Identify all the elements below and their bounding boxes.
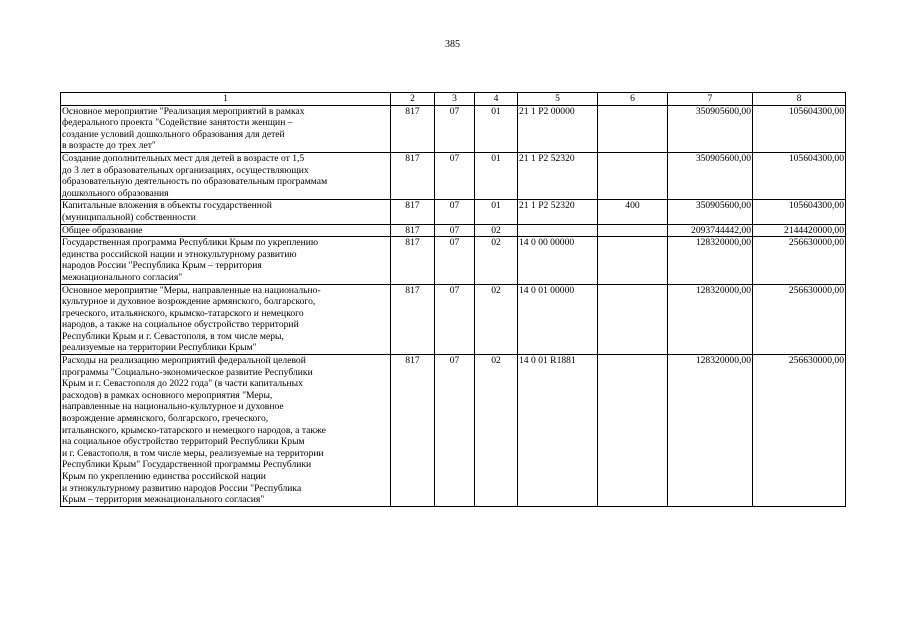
row-description bbox=[61, 284, 391, 355]
column-header: 4 bbox=[475, 93, 518, 106]
cell-target-article: 21 1 P2 00000 bbox=[518, 105, 598, 152]
table-row bbox=[61, 284, 846, 355]
description-line: народов России "Республика Крым – территория bbox=[62, 260, 262, 272]
description-line: единства российской нации и этнокультурному развитию bbox=[62, 248, 297, 260]
description-line: расходов) в рамках основного мероприятия "Меры, bbox=[62, 389, 273, 401]
description-line: Создание дополнительных мест для детей в возрасте от 1,5 bbox=[62, 152, 305, 164]
description-line: Государственная программа Республики Крым по укреплению bbox=[62, 237, 319, 249]
cell-section: 07 bbox=[435, 105, 475, 152]
description-line: Основное мероприятие "Меры, направленные на национально- bbox=[62, 284, 321, 296]
cell-ministry-code: 817 bbox=[391, 152, 435, 199]
cell-subsection: 02 bbox=[475, 224, 518, 237]
description-line: на социальное обустройство территорий Республики Крым bbox=[62, 436, 305, 448]
cell-amount-year-2: 105604300,00 bbox=[753, 200, 846, 224]
cell-section: 07 bbox=[435, 237, 475, 284]
row-description bbox=[61, 152, 391, 199]
cell-ministry-code: 817 bbox=[391, 200, 435, 224]
cell-ministry-code: 817 bbox=[391, 237, 435, 284]
table-row bbox=[61, 237, 846, 284]
description-line: Крым и г. Севастополя до 2022 года" (в части капитальных bbox=[62, 378, 303, 390]
description-line: культурное и духовное возрождение армянского, болгарского, bbox=[62, 296, 316, 308]
cell-target-article: 21 1 P2 52320 bbox=[518, 200, 598, 224]
cell-amount-year-1: 350905600,00 bbox=[668, 200, 753, 224]
cell-amount-year-1: 350905600,00 bbox=[668, 152, 753, 199]
column-header: 8 bbox=[753, 93, 846, 106]
cell-target-article bbox=[518, 224, 598, 237]
table-header-row bbox=[61, 93, 846, 106]
description-line: Общее образование bbox=[62, 224, 143, 236]
cell-subsection: 01 bbox=[475, 152, 518, 199]
cell-expense-type bbox=[598, 355, 668, 507]
cell-amount-year-1: 128320000,00 bbox=[668, 355, 753, 507]
cell-amount-year-1: 128320000,00 bbox=[668, 237, 753, 284]
cell-amount-year-2: 2144420000,00 bbox=[753, 224, 846, 237]
cell-expense-type bbox=[598, 224, 668, 237]
description-line: и этнокультурному развитию народов России "Республика bbox=[62, 482, 302, 494]
description-line: (муниципальной) собственности bbox=[62, 211, 196, 223]
cell-target-article: 14 0 01 R1881 bbox=[518, 355, 598, 507]
cell-ministry-code: 817 bbox=[391, 224, 435, 237]
cell-subsection: 01 bbox=[475, 200, 518, 224]
cell-subsection: 01 bbox=[475, 105, 518, 152]
table-row bbox=[61, 224, 846, 237]
column-header: 3 bbox=[435, 93, 475, 106]
description-line: образовательную деятельность по образовательным программам bbox=[62, 176, 328, 188]
row-description bbox=[61, 105, 391, 152]
cell-subsection: 02 bbox=[475, 237, 518, 284]
cell-amount-year-1: 128320000,00 bbox=[668, 284, 753, 355]
description-line: до 3 лет в образовательных организациях, осуществляющих bbox=[62, 164, 309, 176]
description-line: программы "Социально-экономическое развитие Республики bbox=[62, 366, 313, 378]
page-number: 385 bbox=[445, 39, 460, 50]
cell-amount-year-1: 2093744442,00 bbox=[668, 224, 753, 237]
description-line: межнационального согласия" bbox=[62, 271, 183, 283]
cell-section: 07 bbox=[435, 355, 475, 507]
cell-amount-year-2: 256630000,00 bbox=[753, 355, 846, 507]
cell-target-article: 14 0 01 00000 bbox=[518, 284, 598, 355]
description-line: Республики Крым и г. Севастополя, в том числе меры, bbox=[62, 330, 284, 342]
row-description bbox=[61, 355, 391, 507]
description-line: Капитальные вложения в объекты государственной bbox=[62, 200, 272, 212]
cell-ministry-code: 817 bbox=[391, 105, 435, 152]
description-line: Расходы на реализацию мероприятий федеральной целевой bbox=[62, 355, 306, 367]
description-line: создание условий дошкольного образования для детей bbox=[62, 128, 285, 140]
cell-expense-type bbox=[598, 152, 668, 199]
cell-amount-year-2: 105604300,00 bbox=[753, 152, 846, 199]
cell-amount-year-1: 350905600,00 bbox=[668, 105, 753, 152]
description-line: Крым – территория межнационального согласия" bbox=[62, 494, 265, 506]
description-line: дошкольного образования bbox=[62, 187, 169, 199]
cell-subsection: 02 bbox=[475, 355, 518, 507]
description-line: итальянского, крымско-татарского и немецкого народов, а также bbox=[62, 424, 326, 436]
cell-target-article: 14 0 00 00000 bbox=[518, 237, 598, 284]
row-description bbox=[61, 224, 391, 237]
description-line: Основное мероприятие "Реализация мероприятий в рамках bbox=[62, 105, 305, 117]
cell-section: 07 bbox=[435, 284, 475, 355]
row-description bbox=[61, 237, 391, 284]
cell-section: 07 bbox=[435, 200, 475, 224]
cell-amount-year-2: 105604300,00 bbox=[753, 105, 846, 152]
description-line: греческого, итальянского, крымско-татарского и немецкого bbox=[62, 307, 304, 319]
cell-ministry-code: 817 bbox=[391, 355, 435, 507]
cell-target-article: 21 1 P2 52320 bbox=[518, 152, 598, 199]
cell-section: 07 bbox=[435, 152, 475, 199]
description-line: в возрасте до трех лет" bbox=[62, 140, 156, 152]
cell-amount-year-2: 256630000,00 bbox=[753, 237, 846, 284]
column-header: 7 bbox=[668, 93, 753, 106]
row-description bbox=[61, 200, 391, 224]
cell-expense-type: 400 bbox=[598, 200, 668, 224]
description-line: народов, а также на социальное обустройство территорий bbox=[62, 319, 299, 331]
table-row bbox=[61, 152, 846, 199]
table-row bbox=[61, 105, 846, 152]
cell-subsection: 02 bbox=[475, 284, 518, 355]
cell-ministry-code: 817 bbox=[391, 284, 435, 355]
column-header: 5 bbox=[518, 93, 598, 106]
cell-section: 07 bbox=[435, 224, 475, 237]
column-header: 6 bbox=[598, 93, 668, 106]
description-line: возрождение армянского, болгарского, греческого, bbox=[62, 413, 269, 425]
cell-amount-year-2: 256630000,00 bbox=[753, 284, 846, 355]
cell-expense-type bbox=[598, 284, 668, 355]
column-header: 2 bbox=[391, 93, 435, 106]
budget-table bbox=[60, 92, 846, 507]
cell-expense-type bbox=[598, 105, 668, 152]
table-row bbox=[61, 355, 846, 507]
description-line: Крым по укреплению единства российской нации bbox=[62, 471, 266, 482]
description-line: направленные на национально-культурное и духовное bbox=[62, 401, 284, 413]
column-header: 1 bbox=[61, 93, 391, 106]
cell-expense-type bbox=[598, 237, 668, 284]
description-line: реализуемые на территории Республики Крым" bbox=[62, 342, 257, 354]
description-line: и г. Севастополя, в том числе меры, реализуемые на территории bbox=[62, 447, 324, 459]
table-row bbox=[61, 200, 846, 224]
description-line: федерального проекта "Содействие занятости женщин – bbox=[62, 117, 293, 129]
description-line: Республики Крым" Государственной программы Республики bbox=[62, 459, 312, 471]
